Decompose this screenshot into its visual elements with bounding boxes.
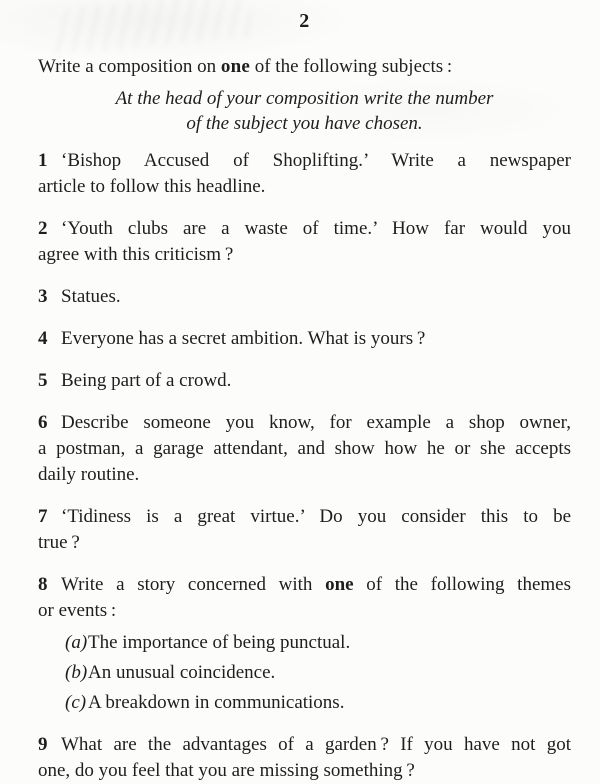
subject-item-9 [38,732,571,784]
subject-text: ‘Bishop Accused of Shoplifting.’ Write a newspaper [61,150,571,171]
sublist-text: The importance of being punctual. [88,632,351,653]
sublist-item-a [38,630,571,656]
sublist-text: A breakdown in communications. [88,692,345,713]
subject-number: 5 [38,370,48,391]
subject-text: true ? [38,532,80,553]
subject-item-6 [38,410,571,488]
subject-text: daily routine. [38,464,140,485]
subject-text: Everyone has a secret ambition. What is yours ? [61,328,426,349]
subject-number: 4 [38,328,48,349]
intro-bold-word: one [220,56,250,77]
intro-paragraph [38,54,571,80]
instruction-italic [38,86,571,136]
subject-text: agree with this criticism ? [38,244,234,265]
subject-number: 6 [38,412,48,433]
subject-text: Statues. [61,286,121,307]
subject-text: ‘Youth clubs are a waste of time.’ How far would you [61,218,571,239]
subject-8-sublist [38,630,571,716]
subject-text: article to follow this headline. [38,176,266,197]
instruction-line-2: of the subject you have chosen. [186,113,423,134]
subject-item-5 [38,368,571,394]
subject-item-2 [38,216,571,268]
subject-text: What are the advantages of a garden ? If you have not got [61,734,571,755]
subject-text: or events : [38,600,117,621]
subject-text-after: of the following themes [353,574,571,595]
subject-number: 8 [38,574,48,595]
subject-number: 7 [38,506,48,527]
sublist-label: (c) [65,692,87,713]
sublist-label: (b) [65,662,88,683]
subject-number: 9 [38,734,48,755]
subject-number: 1 [38,150,48,171]
subject-item-4 [38,326,571,352]
sublist-text: An unusual coincidence. [88,662,276,683]
subject-text: Being part of a crowd. [61,370,232,391]
instruction-line-1: At the head of your composition write the number [115,88,494,109]
subject-bold-word: one [325,574,354,595]
intro-text-before: Write a composition on [38,56,221,77]
subject-item-1 [38,148,571,200]
subject-item-7 [38,504,571,556]
page-content [38,0,571,784]
subject-text: Describe someone you know, for example a shop owner, [61,412,571,433]
intro-text-after: of the following subjects : [249,56,453,77]
subject-text: a postman, a garage attendant, and show how he or she accepts [38,438,571,459]
sublist-item-b [38,660,571,686]
subject-number: 3 [38,286,48,307]
subject-item-8 [38,572,571,624]
sublist-item-c [38,690,571,716]
page-number: 2 [299,10,310,32]
subject-item-3 [38,284,571,310]
subject-text: one, do you feel that you are missing something ? [38,760,415,781]
subject-text: ‘Tidiness is a great virtue.’ Do you consider this to be [61,506,571,527]
subject-number: 2 [38,218,48,239]
sublist-label: (a) [65,632,88,653]
subject-text-before: Write a story concerned with [61,574,326,595]
